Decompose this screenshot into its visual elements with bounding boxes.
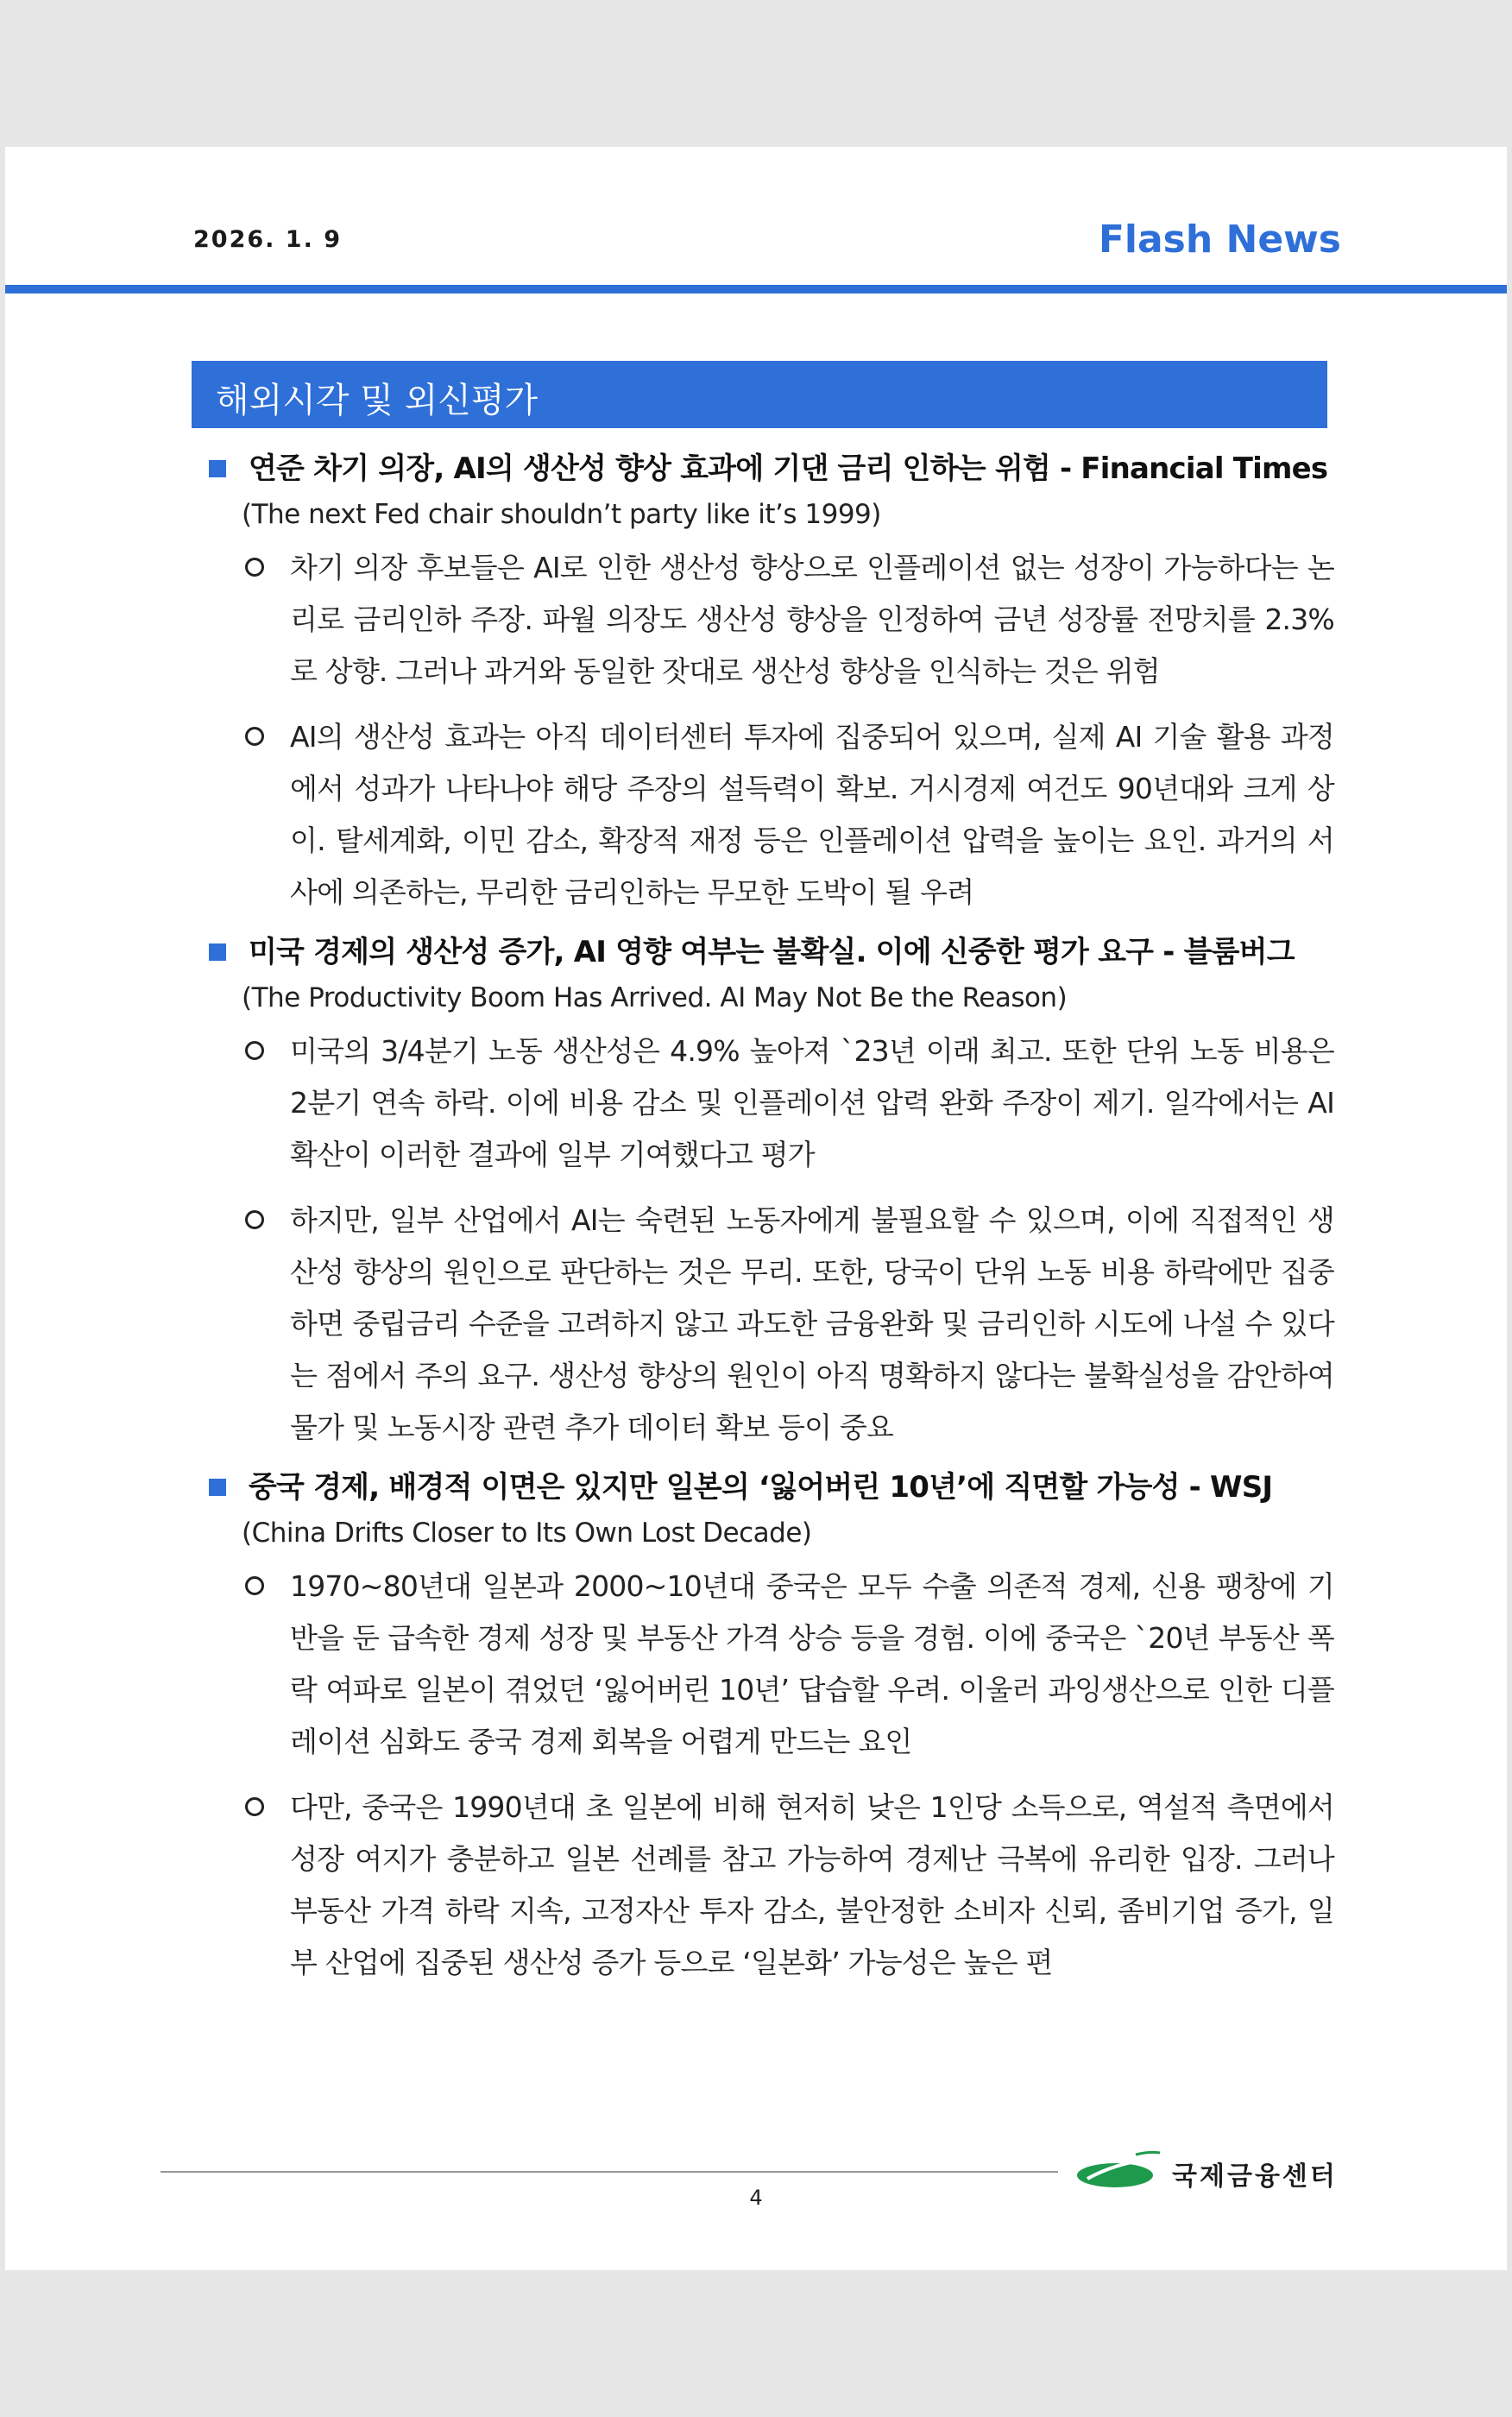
article-source-title: (China Drifts Closer to Its Own Lost Decade)	[242, 1518, 812, 1549]
article	[204, 1467, 1334, 1989]
bullet-point	[204, 711, 1334, 918]
bullet-text: 다만, 중국은 1990년대 초 일본에 비해 현저히 낮은 1인당 소득으로, 역설적 측면에서 성장 여지가 충분하고 일본 선례를 참고 가능하여 경제난 극복에 유리한 입장. 그러나 부동산 가격 하락 지속, 고정자산 투자 감소, 불안정한 소비자 신뢰, 좀비기업 증가, 일부 산업에 집중된 생산성 증가 등으로 ‘일본화’ 가능성은 높은 편	[290, 1790, 1334, 1979]
square-bullet-icon	[209, 460, 226, 477]
bullet-point	[204, 1195, 1334, 1454]
article-headline	[204, 1467, 1334, 1507]
header-divider	[5, 285, 1507, 293]
bullet-text: AI의 생산성 효과는 아직 데이터센터 투자에 집중되어 있으며, 실제 AI 기술 활용 과정에서 성과가 나타나야 해당 주장의 설득력이 확보. 거시경제 여건도 90년대와 크게 상이. 탈세계화, 이민 감소, 확장적 재정 등은 인플레이션 압력을 높이는 요인. 과거의 서사에 의존하는, 무리한 금리인하는 무모한 도박이 될 우려	[290, 720, 1334, 909]
square-bullet-icon	[209, 1479, 226, 1496]
headline-text: 중국 경제, 배경적 이면은 있지만 일본의 ‘잃어버린 10년’에 직면할 가능성 - WSJ	[249, 1470, 1273, 1505]
report-date: 2026. 1. 9	[193, 226, 343, 253]
bullet-text: 1970~80년대 일본과 2000~10년대 중국은 모두 수출 의존적 경제, 신용 팽창에 기반을 둔 급속한 경제 성장 및 부동산 가격 상승 등을 경험. 이에 중국은 `20년 부동산 폭락 여파로 일본이 겪었던 ‘잃어버린 10년’ 답습할 우려. 이울러 과잉생산으로 인한 디플레이션 심화도 중국 경제 회복을 어렵게 만드는 요인	[290, 1569, 1334, 1758]
bullet-point	[204, 1025, 1334, 1181]
bullet-point	[204, 542, 1334, 697]
bullet-text: 차기 의장 후보들은 AI로 인한 생산성 향상으로 인플레이션 없는 성장이 가능하다는 논리로 금리인하 주장. 파월 의장도 생산성 향상을 인정하여 금년 성장률 전망치를 2.3%로 상향. 그러나 과거와 동일한 잣대로 생산성 향상을 인식하는 것은 위험	[290, 551, 1334, 688]
page-number: 4	[749, 2186, 763, 2210]
headline-text: 미국 경제의 생산성 증가, AI 영향 여부는 불확실. 이에 신중한 평가 요구 - 블룸버그	[249, 935, 1295, 969]
section-header	[192, 361, 1327, 428]
article-source-title: (The next Fed chair shouldn’t party like it’s 1999)	[242, 499, 881, 530]
headline-text: 연준 차기 의장, AI의 생산성 향상 효과에 기댄 금리 인하는 위험 - Financial Times	[249, 451, 1328, 486]
circle-bullet-icon	[245, 1210, 264, 1229]
footer-divider	[161, 2171, 1058, 2173]
bullet-text: 하지만, 일부 산업에서 AI는 숙련된 노동자에게 불필요할 수 있으며, 이에 직접적인 생산성 향상의 원인으로 판단하는 것은 무리. 또한, 당국이 단위 노동 비용 하락에만 집중하면 중립금리 수준을 고려하지 않고 과도한 금융완화 및 금리인하 시도에 나설 수 있다는 점에서 주의 요구. 생산성 향상의 원인이 아직 명확하지 않다는 불확실성을 감안하여 물가 및 노동시장 관련 추가 데이터 확보 등이 중요	[290, 1203, 1334, 1444]
article-headline	[204, 932, 1334, 972]
square-bullet-icon	[209, 943, 226, 961]
article-headline	[204, 449, 1334, 489]
article	[204, 449, 1334, 918]
page-header	[5, 147, 1507, 298]
section-title: 해외시각 및 외신평가	[216, 381, 539, 420]
circle-bullet-icon	[245, 727, 264, 746]
article-list	[204, 449, 1334, 2003]
article	[204, 932, 1334, 1454]
bullet-point	[204, 1782, 1334, 1989]
document-page	[5, 147, 1507, 2270]
bullet-point	[204, 1561, 1334, 1768]
article-source-title: (The Productivity Boom Has Arrived. AI May Not Be the Reason)	[242, 982, 1068, 1013]
bullet-text: 미국의 3/4분기 노동 생산성은 4.9% 높아져 `23년 이래 최고. 또한 단위 노동 비용은 2분기 연속 하락. 이에 비용 감소 및 인플레이션 압력 완화 주장이 제기. 일각에서는 AI 확산이 이러한 결과에 일부 기여했다고 평가	[290, 1034, 1334, 1171]
brand-title: Flash News	[1098, 218, 1341, 262]
circle-bullet-icon	[245, 1576, 264, 1595]
circle-bullet-icon	[245, 1797, 264, 1816]
circle-bullet-icon	[245, 1041, 264, 1060]
org-name: 국제금융센터	[1172, 2161, 1338, 2192]
circle-bullet-icon	[245, 558, 264, 577]
